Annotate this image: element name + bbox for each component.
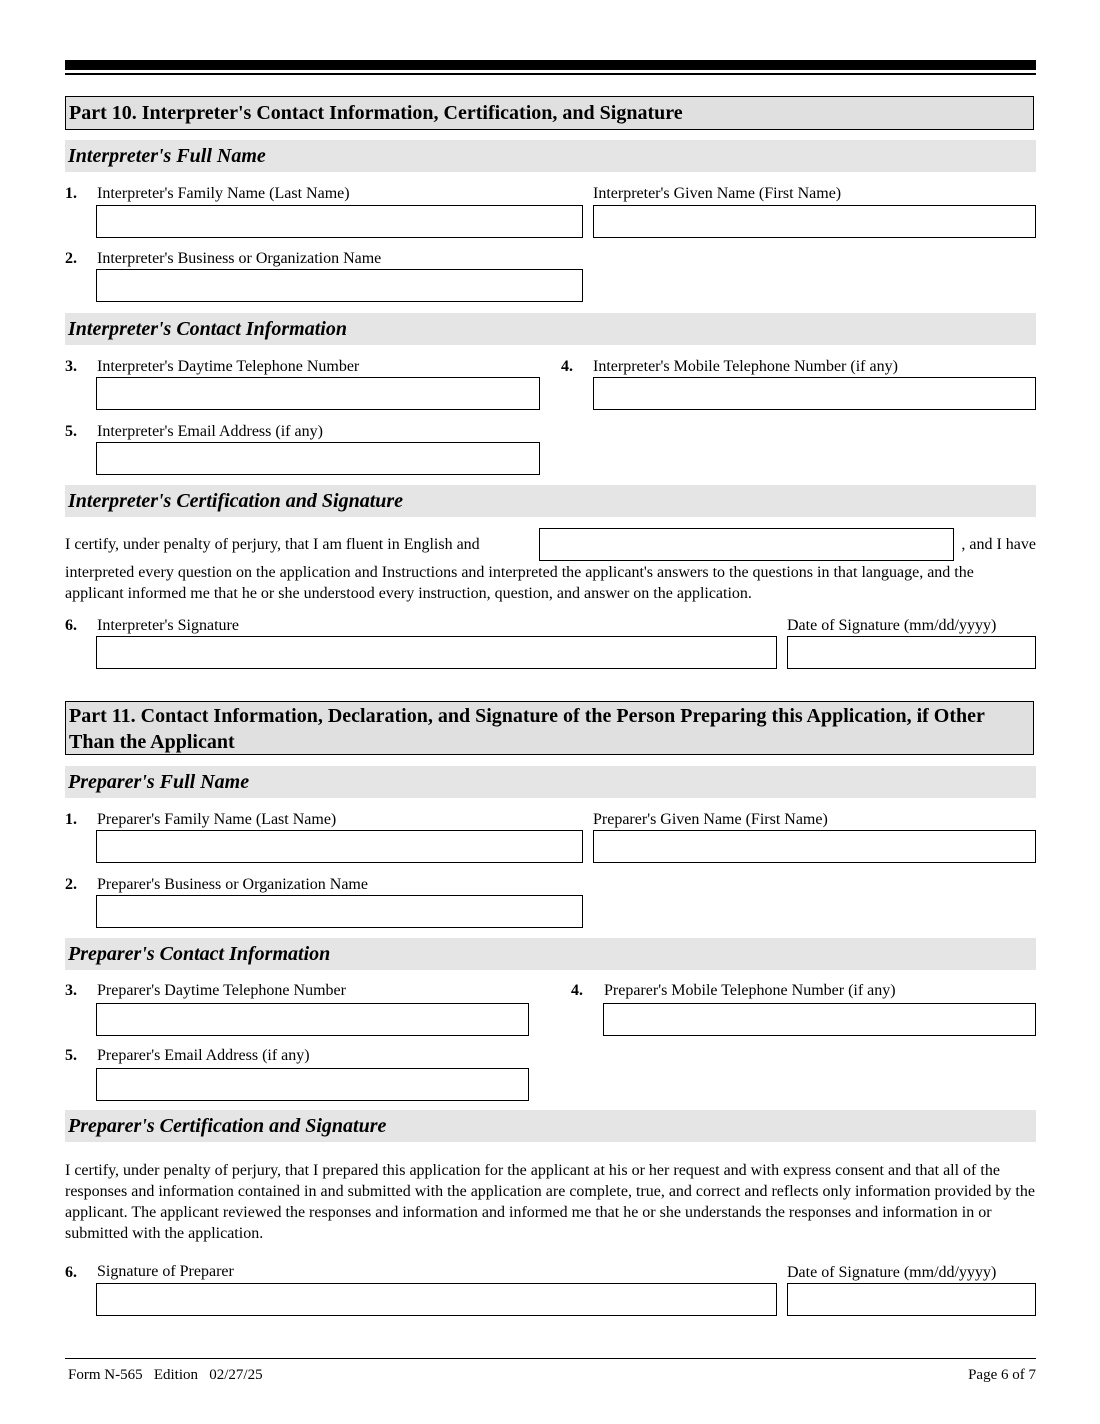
q6-number: 6. (65, 617, 77, 634)
interpreter-certification-text: interpreted every question on the application and Instructions and interpreted the applicant's answers to the questions in that language, and the applicant informed me that he or she understood every instruction, question, and answer on the application. (65, 564, 974, 602)
part11-title: Part 11. Contact Information, Declaration, and Signature of the Person Preparing this Application, if Other Than the Applicant (65, 701, 1034, 755)
q1-number: 1. (65, 811, 77, 828)
preparer-signature-field[interactable] (96, 1283, 777, 1316)
q4-number: 4. (571, 982, 583, 999)
interpreter-organization-field[interactable] (96, 269, 583, 302)
interpreter-certification-text-start: I certify, under penalty of perjury, that I am fluent in English and (65, 536, 480, 553)
preparer-certification-heading: Preparer's Certification and Signature (65, 1110, 1036, 1142)
interpreter-family-name-label: Interpreter's Family Name (Last Name) (97, 185, 350, 202)
interpreter-contact-heading: Interpreter's Contact Information (65, 313, 1036, 345)
interpreter-signature-date-label: Date of Signature (mm/dd/yyyy) (787, 617, 997, 634)
preparer-mobile-phone-label: Preparer's Mobile Telephone Number (if any) (604, 982, 896, 999)
interpreter-email-label: Interpreter's Email Address (if any) (97, 423, 323, 440)
interpreter-signature-field[interactable] (96, 636, 777, 669)
interpreter-family-name-field[interactable] (96, 205, 583, 238)
interpreter-signature-label: Interpreter's Signature (97, 617, 239, 634)
preparer-signature-date-field[interactable] (787, 1283, 1036, 1316)
interpreter-email-field[interactable] (96, 442, 540, 475)
preparer-signature-date-label: Date of Signature (mm/dd/yyyy) (787, 1264, 997, 1281)
preparer-full-name-heading: Preparer's Full Name (65, 766, 1036, 798)
interpreter-full-name-heading: Interpreter's Full Name (65, 140, 1036, 172)
header-rule-thick (65, 60, 1036, 70)
interpreter-daytime-phone-label: Interpreter's Daytime Telephone Number (97, 358, 360, 375)
preparer-family-name-label: Preparer's Family Name (Last Name) (97, 811, 337, 828)
preparer-email-label: Preparer's Email Address (if any) (97, 1047, 310, 1064)
interpreter-signature-date-field[interactable] (787, 636, 1036, 669)
preparer-given-name-field[interactable] (593, 830, 1036, 863)
form-edition: Form N-565 Edition 02/27/25 (68, 1367, 263, 1383)
preparer-family-name-field[interactable] (96, 830, 583, 863)
q1-number: 1. (65, 185, 77, 202)
interpreter-certification-heading: Interpreter's Certification and Signature (65, 485, 1036, 517)
preparer-daytime-phone-label: Preparer's Daytime Telephone Number (97, 982, 346, 999)
page-number: Page 6 of 7 (968, 1367, 1036, 1383)
preparer-organization-label: Preparer's Business or Organization Name (97, 876, 368, 893)
q5-number: 5. (65, 423, 77, 440)
interpreter-certification-text-continue: , and I have (961, 536, 1036, 553)
q3-number: 3. (65, 358, 77, 375)
interpreter-given-name-field[interactable] (593, 205, 1036, 238)
interpreter-language-field[interactable] (539, 528, 954, 561)
preparer-daytime-phone-field[interactable] (96, 1003, 529, 1036)
q6-number: 6. (65, 1264, 77, 1281)
q2-number: 2. (65, 250, 77, 267)
q3-number: 3. (65, 982, 77, 999)
preparer-given-name-label: Preparer's Given Name (First Name) (593, 811, 828, 828)
interpreter-given-name-label: Interpreter's Given Name (First Name) (593, 185, 842, 202)
q5-number: 5. (65, 1047, 77, 1064)
footer-rule (65, 1358, 1036, 1359)
q4-number: 4. (561, 358, 573, 375)
preparer-certification-text: I certify, under penalty of perjury, that I prepared this application for the applicant at his or her request and with express consent and that all of the responses and information contained in and submitted with the application are complete, true, and correct and reflects only information provided by the applicant. The applicant reviewed the responses and information and informed me that he or she understands the responses and information in or submitted with the application. (65, 1162, 1035, 1242)
part10-title: Part 10. Interpreter's Contact Information, Certification, and Signature (65, 96, 1034, 130)
interpreter-daytime-phone-field[interactable] (96, 377, 540, 410)
interpreter-organization-label: Interpreter's Business or Organization Name (97, 250, 382, 267)
preparer-contact-heading: Preparer's Contact Information (65, 938, 1036, 970)
interpreter-mobile-phone-label: Interpreter's Mobile Telephone Number (if any) (593, 358, 898, 375)
preparer-mobile-phone-field[interactable] (603, 1003, 1036, 1036)
preparer-organization-field[interactable] (96, 895, 583, 928)
header-rule-thin (65, 73, 1036, 75)
interpreter-mobile-phone-field[interactable] (593, 377, 1036, 410)
q2-number: 2. (65, 876, 77, 893)
preparer-email-field[interactable] (96, 1068, 529, 1101)
preparer-signature-label: Signature of Preparer (97, 1263, 234, 1280)
